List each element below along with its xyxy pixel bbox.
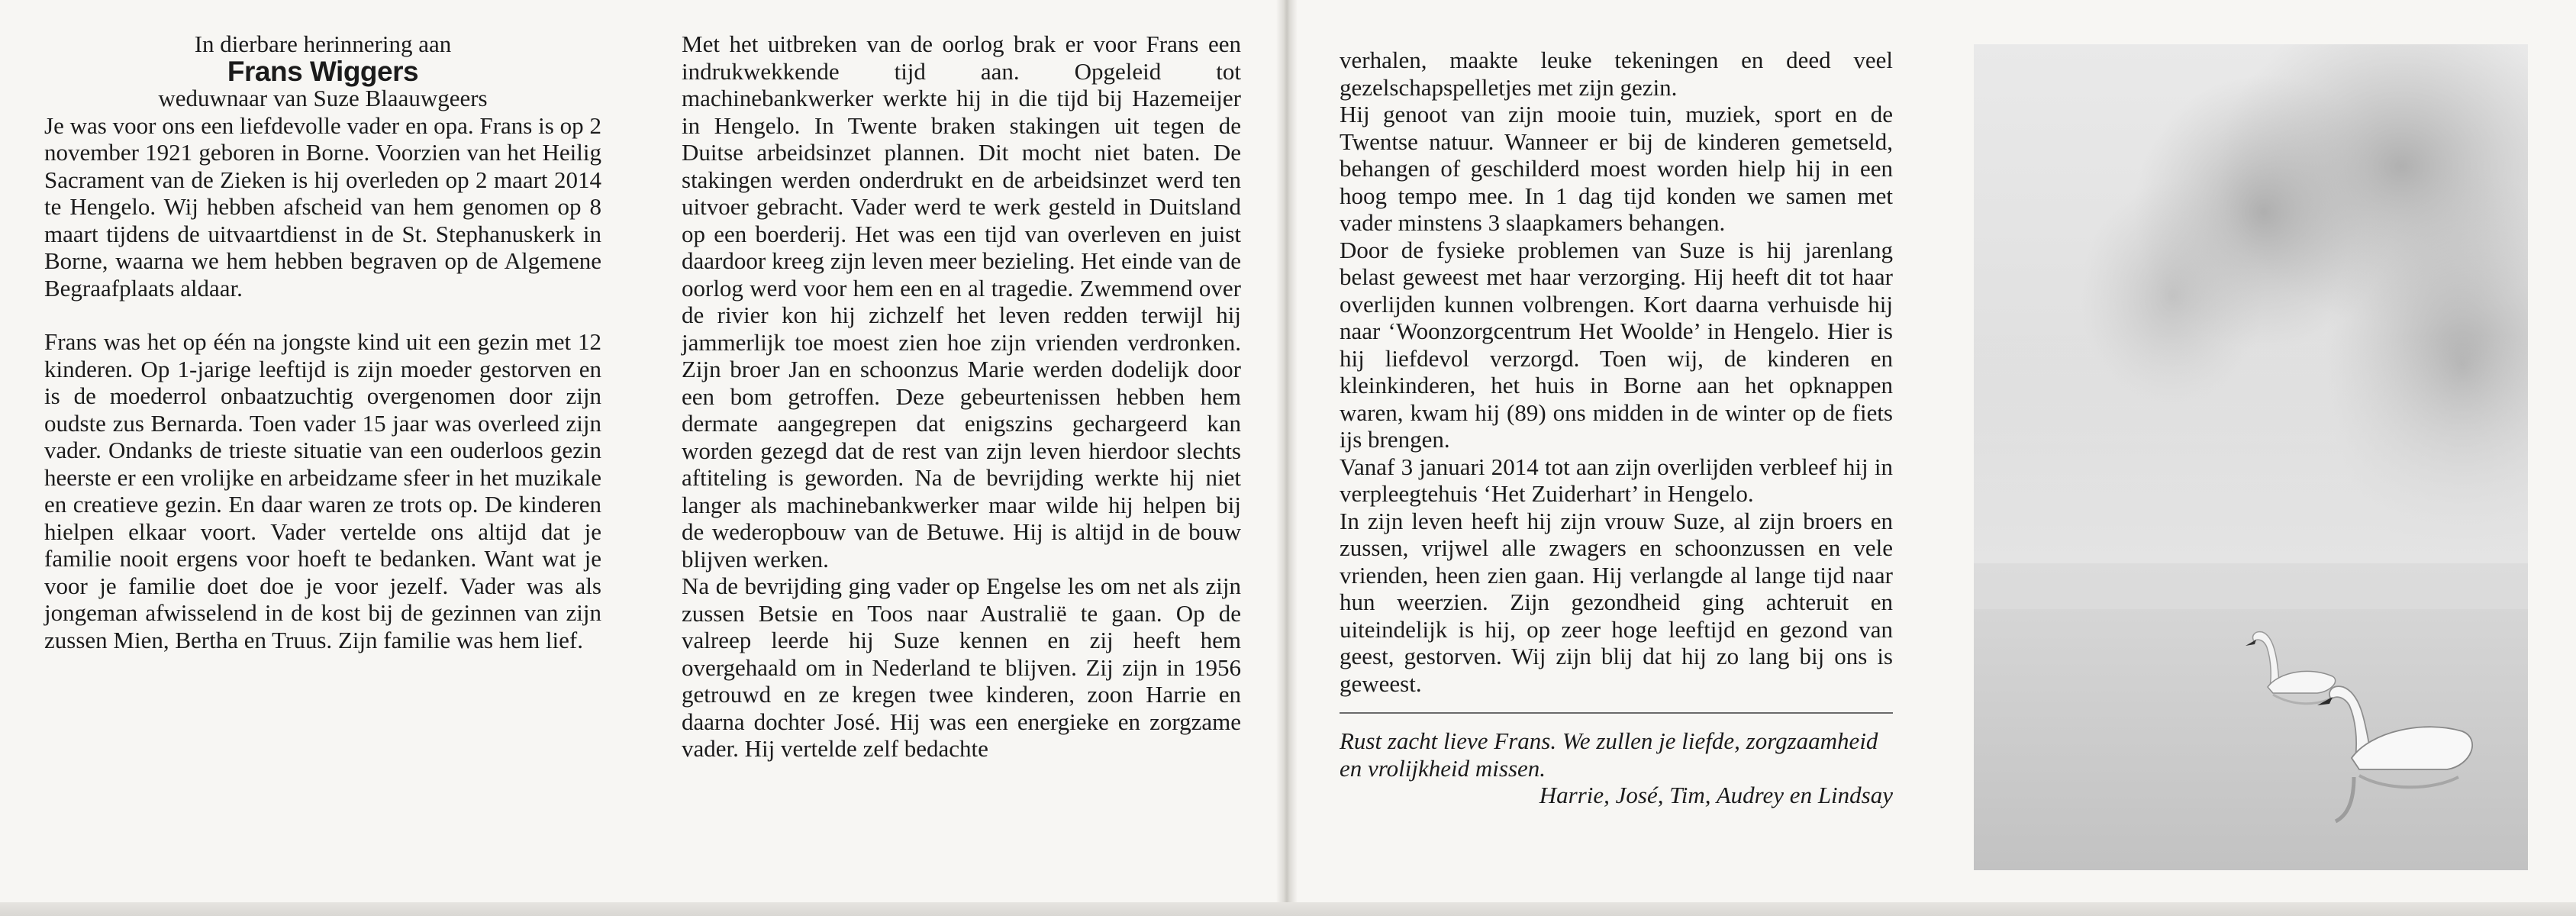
- widower-line: weduwnaar van Suze Blaauwgeers: [158, 85, 488, 111]
- page-fold: [1276, 0, 1298, 916]
- divider-line: [1340, 712, 1893, 714]
- deceased-name: Frans Wiggers: [227, 55, 419, 87]
- paragraph-birth-death: Je was voor ons een liefdevolle vader en opa. Frans is op 2 november 1921 geboren in Borne. Voorzien van het Heilig Sacrament van de Zieken is hij overleden op 2 maart 2014 te Hengelo. Wij hebben afscheid van hem genomen op 8 maart tijdens de uitvaartdienst in de St. Stephanuskerk in Borne, waarna we hem hebben begraven op de Algemene Begraafplaats aldaar.: [44, 111, 601, 302]
- paragraph-hobbies: Hij genoot van zijn mooie tuin, muziek, sport en de Twentse natuur. Wanneer er bij de kinderen gemetseld, behangen of geschilderd moest worden hielp hij in een hoog tempo mee. In 1 dag tijd konden we samen met vader minstens 3 slaapkamers behangen.: [1340, 101, 1893, 236]
- paragraph-farewell: In zijn leven heeft hij zijn vrouw Suze, al zijn broers en zussen, vrijwel alle zwagers en schoonzussen en vele vrienden, heen zien gaan. Hij verlangde al lange tijd naar hun weerzien. Zijn gezondheid ging achteruit en uiteindelijk is hij, op zeer hoge leeftijd en gezond van geest, gestorven. Wij zijn blij dat hij zo lang bij ons is geweest.: [1340, 507, 1893, 697]
- signature-names: Harrie, José, Tim, Audrey en Lindsay: [1539, 782, 1893, 808]
- page-middle-column: [682, 31, 1241, 763]
- page-left-column: [44, 31, 601, 653]
- paragraph-nursing-home: Vanaf 3 januari 2014 tot aan zijn overlijden verbleef hij in verpleegtehuis ‘Het Zuiderhart’ in Hengelo.: [1340, 453, 1893, 507]
- paragraph-stories: verhalen, maakte leuke tekeningen en deed veel gezelschapspelletjes met zijn gezin.: [1340, 47, 1893, 101]
- swan-photo: [1974, 44, 2528, 870]
- closing-words: Rust zacht lieve Frans. We zullen je liefde, zorgzaamheid en vrolijkheid missen.: [1340, 727, 1878, 782]
- scan-edge: [0, 902, 2576, 916]
- intro-line: In dierbare herinnering aan: [194, 31, 452, 57]
- paragraph-marriage: Na de bevrijding ging vader op Engelse les om net als zijn zussen Betsie en Toos naar Australië te gaan. Op de valreep leerde hij Suze kennen en zij heeft hem overgehaald om in Nederland te blijven. Zij zijn in 1956 getrouwd en ze kregen twee kinderen, zoon Harrie en daarna dochter José. Hij was een energieke en zorgzame vader. Hij vertelde zelf bedachte: [682, 572, 1241, 762]
- page-right-column: [1340, 47, 1893, 809]
- paragraph-war: Met het uitbreken van de oorlog brak er voor Frans een indrukwekkende tijd aan. Opgeleid tot machinebankwerker werkte hij in die tijd bij Hazemeijer in Hengelo. In Twente braken stakingen uit tegen de Duitse arbeidsinzet plannen. Dit mocht niet baten. De stakingen werden onderdrukt en de arbeidsinzet werd ten uitvoer gebracht. Vader werd te werk gesteld in Duitsland op een boerderij. Het was een tijd van overleven en juist daardoor kreeg zijn leven meer bezieling. Het einde van de oorlog werd voor hem een en al tragedie. Zwemmend over de rivier kon hij zichzelf het leven redden terwijl hij jammerlijk toe moest zien hoe zijn vrienden verdronken. Zijn broer Jan en schoonzus Marie werden dodelijk door een bom getroffen. Deze gebeurtenissen hebben hem dermate aangegrepen dat enigszins gechargeerd kan worden gezegd dat de rest van zijn leven hierdoor slechts aftiteling is geworden. Na de bevrijding werkte hij niet langer als machinebankwerker maar wilde hij helpen bij de wederopbouw van de Betuwe. Hij is altijd in de bouw blijven werken.: [682, 31, 1241, 572]
- paragraph-care: Door de fysieke problemen van Suze is hij jarenlang belast geweest met haar verzorging. Hij heeft dit tot haar overlijden kunnen volbrengen. Kort daarna verhuisde hij naar ‘Woonzorgcentrum Het Woolde’ in Hengelo. Hier is hij liefdevol verzorgd. Toen wij, de kinderen en kleinkinderen, het huis in Borne aan het opknappen waren, kwam hij (89) ons midden in de winter op de fiets ijs brengen.: [1340, 236, 1893, 453]
- paragraph-family: Frans was het op één na jongste kind uit een gezin met 12 kinderen. Op 1-jarige leeftijd is zijn moeder gestorven en is de moederrol onbaatzuchtig overgenomen door zijn oudste zus Bernarda. Toen vader 15 jaar was overleed zijn vader. Ondanks de trieste situatie van een ouderloos gezin heerste er een vrolijke en arbeidzame sfeer in het muzikale en creatieve gezin. En daar waren ze trots op. De kinderen hielpen elkaar voort. Vader vertelde ons altijd dat je familie nooit ergens voor hoeft te bedanken. Want wat je voor je familie doet doe je voor jezelf. Vader was als jongeman afwisselend in de kost bij de gezinnen van zijn zussen Mien, Bertha en Truus. Zijn familie was hem lief.: [44, 328, 601, 653]
